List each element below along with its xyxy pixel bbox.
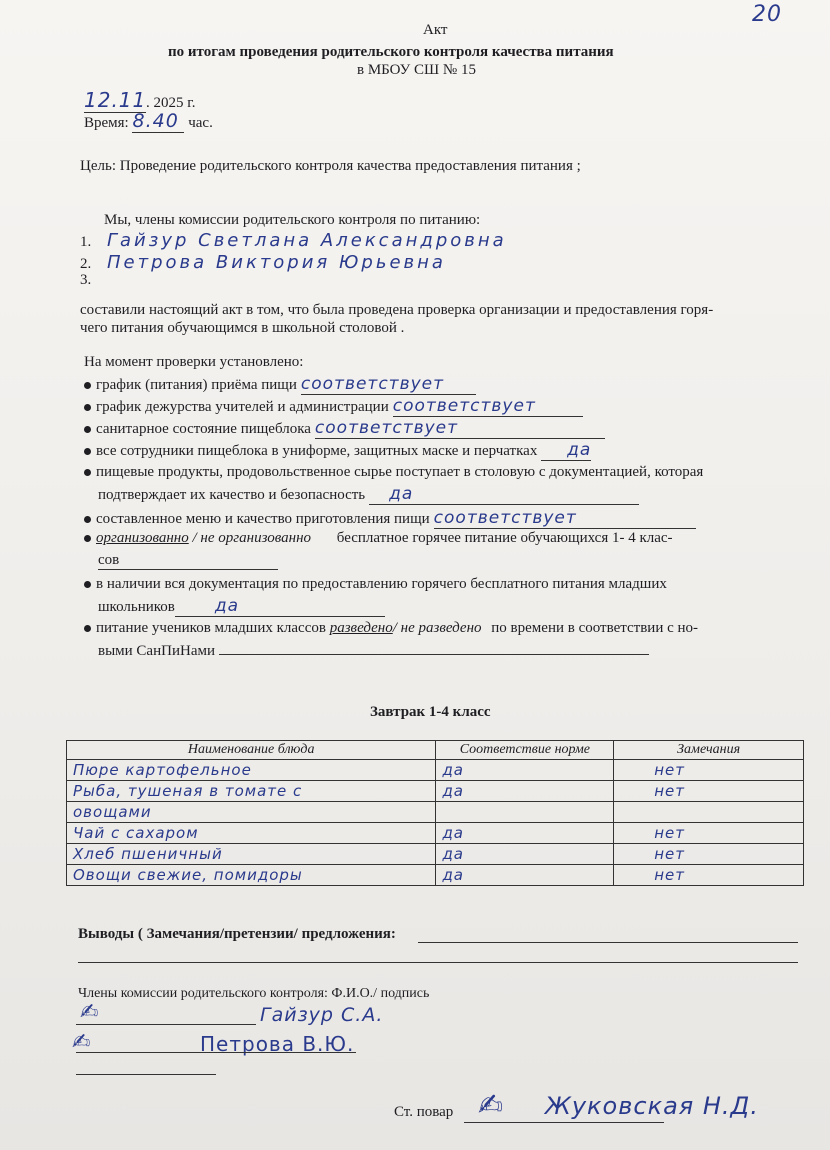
table-row [67,760,804,781]
option-selected: организованно [96,530,189,546]
time-label: Время: [84,115,129,131]
bullet-icon [84,404,91,411]
finding-item-cont [98,484,639,505]
table-row [67,802,804,823]
bullet-icon [84,426,91,433]
norm-cell: да [436,844,614,865]
dish-cell: Овощи свежие, помидоры [67,865,436,886]
finding-text: сов [98,552,278,570]
blank-line [78,962,798,963]
finding-item-cont [98,552,278,570]
member-2 [80,252,446,273]
finding-item [84,440,591,461]
finding-text: пищевые продукты, продовольственное сырье поступает в столовую с документацией, которая [96,464,704,480]
conclusions-label: Выводы [78,926,135,942]
dish-cell: Рыба, тушеная в томате с [67,781,436,802]
finding-text: школьников [98,599,175,615]
finding-answer: соответствует [393,396,583,417]
finding-answer: соответствует [434,508,696,529]
finding-text: график дежурства учителей и администрации [96,399,389,415]
document-title: Акт [423,22,448,38]
bullet-icon [84,581,91,588]
member-name-handwritten: Петрова Виктория Юрьевна [107,252,446,273]
signature-line [76,1074,216,1075]
note-cell: нет [614,844,804,865]
statement-line-1: составили настоящий акт в том, что была проведена проверка организации и предоставления горя- [80,302,714,318]
column-header: Наименование блюда [67,741,436,760]
findings-intro: На момент проверки установлено: [84,354,304,370]
signature-line [76,1052,356,1053]
member-name-handwritten: Гайзур Светлана Александровна [107,230,507,251]
norm-cell: да [436,865,614,886]
table-header-row [67,741,804,760]
member-num: 2. [80,256,92,272]
signature-scribble: ✍ [72,1030,92,1055]
note-cell: нет [614,781,804,802]
finding-text: подтверждает их качество и безопасность [98,487,366,503]
finding-text: санитарное состояние пищеблока [96,421,311,437]
member-num: 1. [80,234,92,250]
finding-item-cont [98,640,649,660]
bullet-icon [84,535,91,542]
dish-cell: Чай с сахаром [67,823,436,844]
bullet-icon [84,469,91,476]
document-subtitle: по итогам проведения родительского контроля качества питания [168,44,614,60]
finding-answer: соответствует [301,374,476,395]
conclusions-line [78,926,396,943]
commission-intro: Мы, члены комиссии родительского контроля по питанию: [104,212,481,228]
dish-cell: овощами [67,802,436,823]
norm-cell: да [436,823,614,844]
finding-text: все сотрудники пищеблока в униформе, защитных маске и перчатках [96,443,538,459]
goal-text: Цель: Проведение родительского контроля качества предоставления питания ; [80,158,581,174]
chef-label: Ст. повар [394,1104,454,1120]
finding-answer: да [175,596,385,617]
member-num: 3. [80,272,92,288]
signatures-label: Члены комиссии родительского контроля: Ф.И.О./ подпись [78,986,430,1001]
note-cell [614,802,804,823]
option-unselected: не организованно [200,530,312,546]
finding-item [84,530,796,547]
blank-line [219,640,649,655]
finding-answer: да [369,484,639,505]
table-row [67,823,804,844]
corner-mark: 20 [752,2,782,27]
signature-scribble: ✍ [478,1088,505,1123]
finding-text: бесплатное горячее питание обучающихся 1- 4 клас- [336,530,673,546]
option-separator: / [392,620,397,636]
finding-text: в наличии вся документация по предоставлению горячего бесплатного питания младших [96,576,667,592]
norm-cell [436,802,614,823]
finding-item [84,576,667,593]
time-line [84,110,213,133]
time-suffix: час. [188,115,213,131]
norm-cell: да [436,781,614,802]
finding-item [84,508,696,529]
signature-entry: Петрова В.Ю. [200,1032,355,1056]
finding-answer: да [541,440,591,461]
note-cell: нет [614,760,804,781]
option-selected: разведено [329,620,393,636]
signature-entry: Гайзур С.А. [260,1004,384,1026]
note-cell: нет [614,823,804,844]
finding-text: выми СанПиНами [98,643,215,659]
date-suffix: . 2025 г. [146,95,196,111]
finding-item [84,374,476,395]
finding-item [84,464,703,481]
finding-item [84,418,605,439]
finding-item [84,620,698,637]
menu-table [66,740,804,886]
table-row [67,781,804,802]
finding-item [84,396,583,417]
option-separator: / [192,530,197,546]
bullet-icon [84,448,91,455]
finding-text: составленное меню и качество приготовления пищи [96,511,430,527]
bullet-icon [84,625,91,632]
chef-name: Жуковская Н.Д. [545,1092,759,1120]
signature-scribble: ✍ [80,1000,100,1025]
date-handwritten: 12.11 [84,88,147,112]
column-header: Соответствие норме [436,741,614,760]
norm-cell: да [436,760,614,781]
dish-cell: Хлеб пшеничный [67,844,436,865]
column-header: Замечания [614,741,804,760]
bullet-icon [84,516,91,523]
finding-item-cont [98,596,385,617]
signature-line [76,1024,256,1025]
note-cell: нет [614,865,804,886]
option-unselected: не разведено [400,620,482,636]
member-3 [80,272,91,289]
school-name: в МБОУ СШ № 15 [357,62,476,78]
member-1 [80,230,507,251]
conclusions-sublabel: ( Замечания/претензии/ предложения: [137,926,396,942]
finding-text: питание учеников младших классов [96,620,326,636]
finding-text: график (питания) приёма пищи [96,377,297,393]
table-row [67,844,804,865]
dish-cell: Пюре картофельное [67,760,436,781]
bullet-icon [84,382,91,389]
blank-line [418,942,798,943]
statement-line-2: чего питания обучающимся в школьной столовой . [80,320,405,336]
table-row [67,865,804,886]
table-title: Завтрак 1-4 класс [370,704,491,720]
finding-text: по времени в соответствии с но- [491,620,699,636]
finding-answer: соответствует [315,418,605,439]
time-handwritten: 8.40 [132,110,184,133]
